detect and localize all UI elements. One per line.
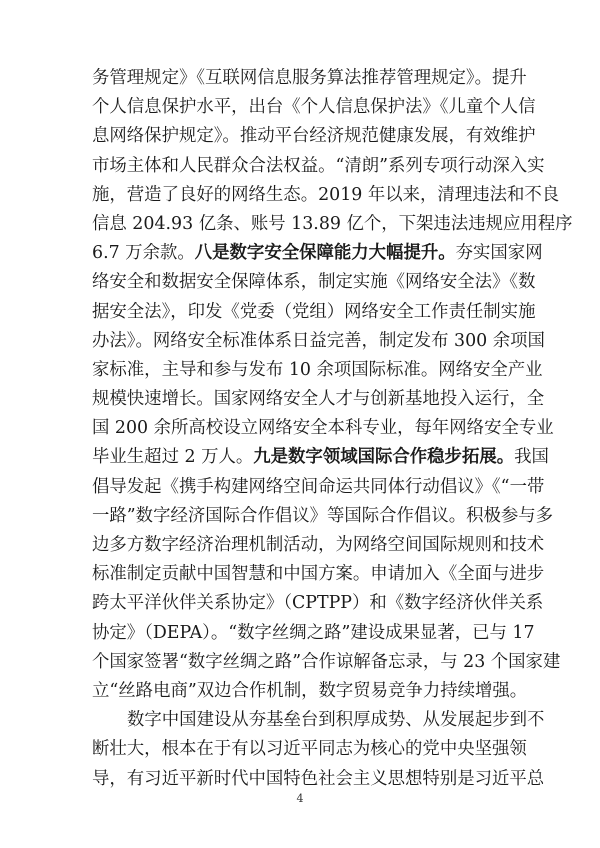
text-line: 跨太平洋伙伴关系协定》（CPTPP）和《数字经济伙伴关系 (92, 593, 544, 614)
paragraph-first-line: 数字中国建设从夯基垒台到积厚成势、从发展起步到不 (127, 710, 545, 731)
text-line: 倡导发起《携手构建网络空间命运共同体行动倡议》《“一带 (92, 476, 545, 497)
section-heading-nine: 九是数字领域国际合作稳步拓展。 (253, 447, 515, 468)
text-line: 断壮大，根本在于有以习近平同志为核心的党中央坚强领 (92, 739, 527, 760)
text-line: 施，营造了良好的网络生态。2019 年以来，清理违法和不良 (92, 184, 560, 205)
page-number: 4 (296, 792, 304, 805)
text-line: 个国家签署“数字丝绸之路”合作谅解备忘录，与 23 个国家建 (92, 651, 561, 672)
text-line: 务管理规定》《互联网信息服务算法推荐管理规定》。提升 (92, 68, 527, 88)
text-line: 导，有习近平新时代中国特色社会主义思想特别是习近平总 (92, 768, 545, 789)
text-line: 办法》。网络安全标准体系日益完善，制定发布 300 余项国 (92, 330, 545, 351)
text-line: 规模快速增长。国家网络安全人才与创新基地投入运行，全 (92, 389, 545, 410)
body-text (92, 64, 573, 794)
text-line: 协定》（DEPA）。“数字丝绸之路”建设成果显著，已与 17 (92, 622, 535, 643)
text-line: 毕业生超过 2 万人。九是数字领域国际合作稳步拓展。我国 (92, 447, 549, 468)
text-line: 标准制定贡献中国智慧和中国方案。申请加入《全面与进步 (92, 564, 545, 585)
text-line: 息网络保护规定》。推动平台经济规范健康发展，有效维护 (92, 126, 536, 147)
text-line: 个人信息保护水平，出台《个人信息保护法》《儿童个人信 (92, 97, 536, 118)
text-line: 家标准，主导和参与发布 10 余项国际标准。网络安全产业 (92, 359, 543, 380)
text-line: 市场主体和人民群众合法权益。“清朗”系列专项行动深入实 (92, 155, 545, 176)
text-line: 络安全和数据安全保障体系，制定实施《网络安全法》《数 (92, 272, 536, 293)
text-line: 国 200 余所高校设立网络安全本科专业，每年网络安全专业 (92, 418, 554, 439)
text-line: 一路”数字经济国际合作倡议》等国际合作倡议。积极参与多 (92, 505, 554, 526)
text-line: 边多方数字经济治理机制活动，为网络空间国际规则和技术 (92, 535, 545, 555)
text-line: 6.7 万余款。八是数字安全保障能力大幅提升。夯实国家网 (92, 243, 543, 264)
text-line: 据安全法》，印发《党委（党组）网络安全工作责任制实施 (92, 301, 536, 322)
section-heading-eight: 八是数字安全保障能力大幅提升。 (194, 243, 456, 264)
text-line: 立“丝路电商”双边合作机制，数字贸易竞争力持续增强。 (92, 680, 528, 701)
text-line: 信息 204.93 亿条、账号 13.89 亿个，下架违法违规应用程序 (92, 213, 573, 234)
